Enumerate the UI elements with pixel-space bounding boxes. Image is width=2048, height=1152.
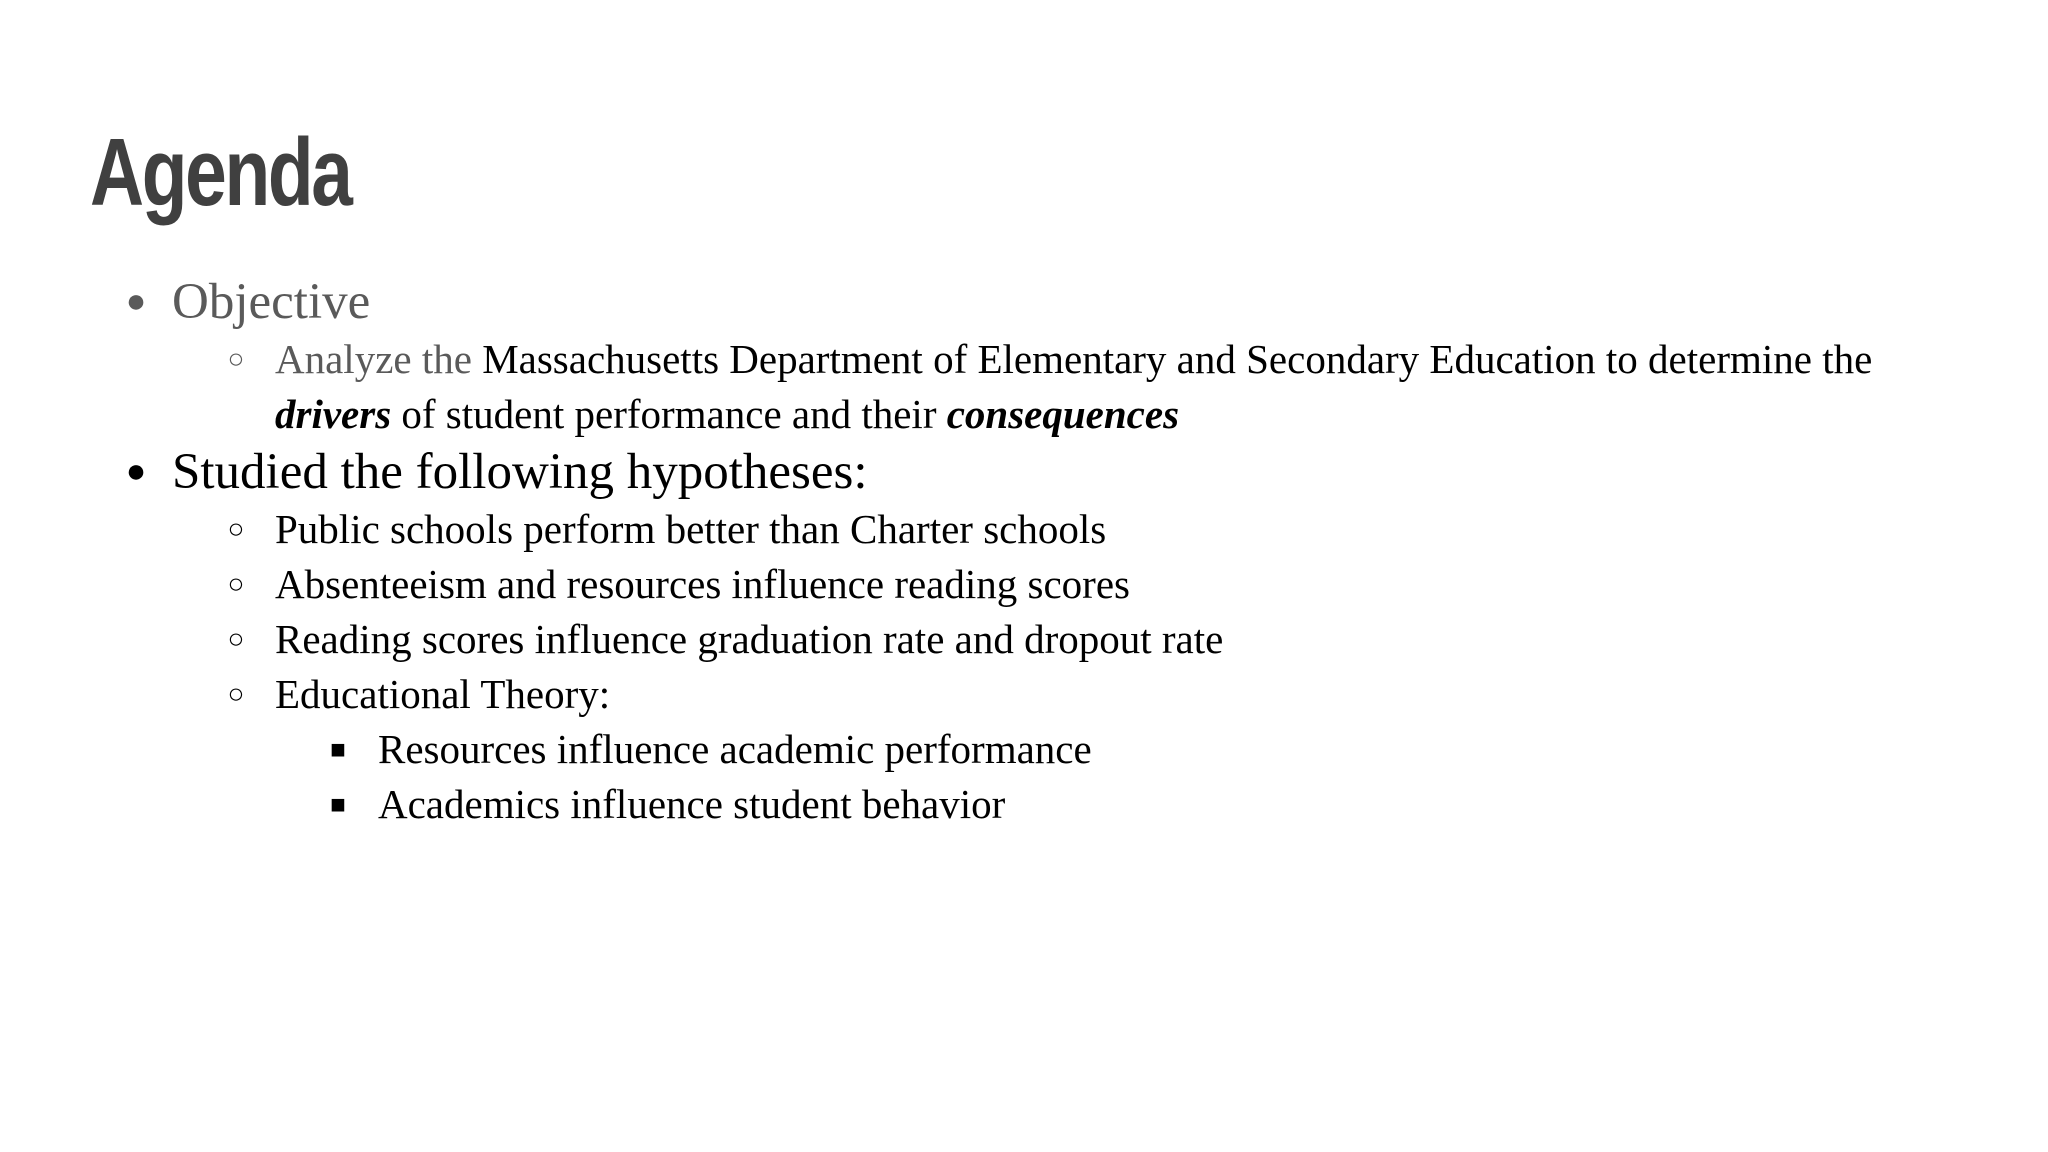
theory-item-text: Academics influence student behavior xyxy=(378,781,1006,827)
objective-emph-drivers: drivers xyxy=(275,391,392,437)
bullet-circle-icon: ○ xyxy=(227,679,245,710)
bullet-objective-label: Objective xyxy=(172,274,371,330)
objective-subitem-line2 xyxy=(0,387,2048,442)
hypothesis-item xyxy=(0,667,2048,722)
hypothesis-item-text: Public schools perform better than Charter schools xyxy=(275,506,1107,552)
objective-gray-text: Analyze the xyxy=(275,336,472,382)
bullet-list xyxy=(0,272,2048,832)
bullet-disc-icon: ● xyxy=(125,453,147,490)
bullet-circle-icon: ○ xyxy=(227,344,245,375)
hypothesis-item xyxy=(0,502,2048,557)
bullet-objective xyxy=(0,272,2048,332)
hypothesis-item-text: Absenteeism and resources influence reading scores xyxy=(275,561,1130,607)
objective-emph-consequences: consequences xyxy=(946,391,1180,437)
theory-item xyxy=(0,777,2048,832)
objective-subitem-text-line2 xyxy=(275,387,1179,442)
bullet-square-icon: ■ xyxy=(330,790,346,819)
bullet-hypotheses xyxy=(0,442,2048,502)
objective-text-part2: of student performance and their xyxy=(401,391,937,437)
hypothesis-item xyxy=(0,612,2048,667)
hypothesis-item xyxy=(0,557,2048,612)
theory-item-text: Resources influence academic performance xyxy=(378,726,1092,772)
objective-text-part1: Massachusetts Department of Elementary and Secondary Education to determine the xyxy=(482,336,1873,382)
objective-subitem-text-line1 xyxy=(275,332,1872,387)
bullet-circle-icon: ○ xyxy=(227,569,245,600)
bullet-circle-icon: ○ xyxy=(227,624,245,655)
slide-title: Agenda xyxy=(90,119,351,226)
bullet-square-icon: ■ xyxy=(330,735,346,764)
theory-item xyxy=(0,722,2048,777)
hypothesis-item-text: Educational Theory: xyxy=(275,671,611,717)
bullet-hypotheses-label: Studied the following hypotheses: xyxy=(172,444,868,500)
hypothesis-item-text: Reading scores influence graduation rate and dropout rate xyxy=(275,616,1224,662)
bullet-disc-icon: ● xyxy=(125,283,147,320)
bullet-circle-icon: ○ xyxy=(227,514,245,545)
objective-subitem-line1 xyxy=(0,332,2048,387)
